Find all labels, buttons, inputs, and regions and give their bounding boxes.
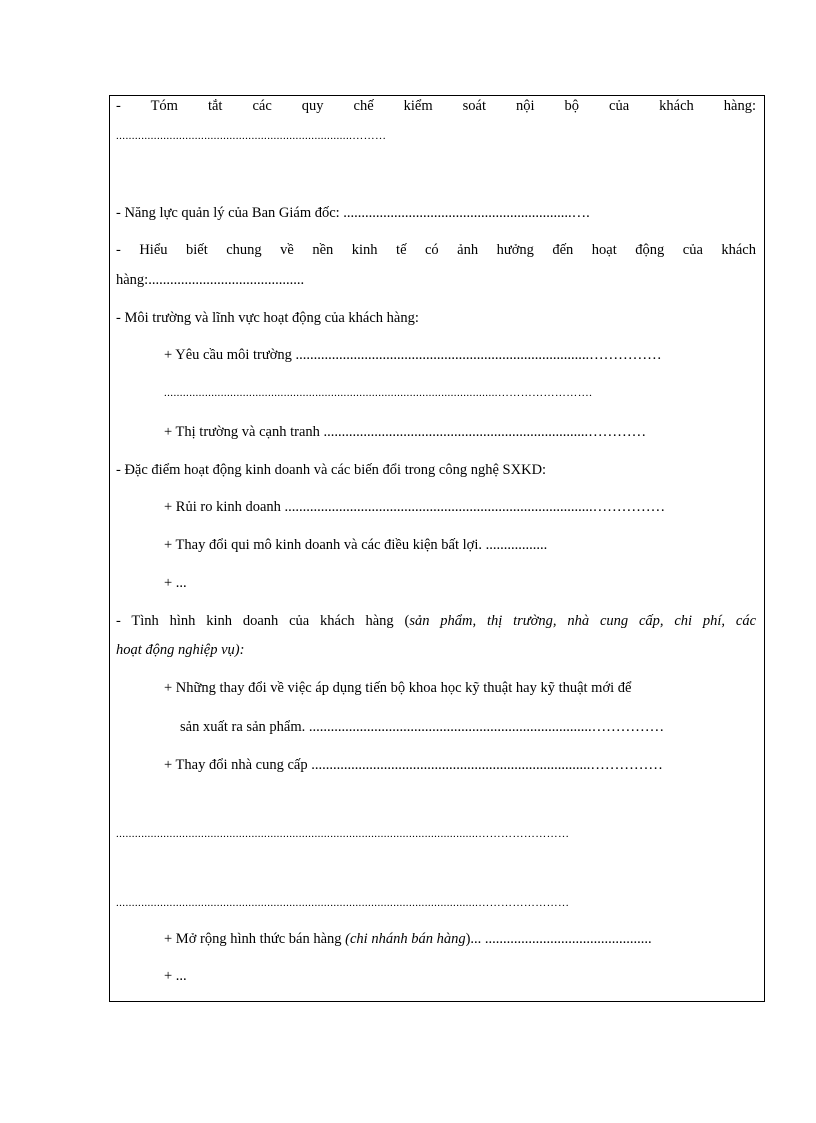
ellipsis-item: + ... (164, 575, 187, 591)
market-competition: + Thị trường và cạnh tranh .........................................................................………… (164, 424, 647, 440)
dotted-fill: ...........................................................................……… (116, 130, 387, 142)
technology-change: + Những thay đổi về việc áp dụng tiến bộ khoa học kỹ thuật hay kỹ thuật mới để (164, 680, 632, 696)
sales-expansion-italic: (chi nhánh bán hàng (345, 931, 466, 947)
dotted-fill: ..........................................................................................................……………………. (164, 387, 593, 399)
supplier-change: + Thay đổi nhà cung cấp .............................................................................…………… (164, 757, 663, 773)
business-situation-line (116, 611, 756, 631)
scale-change: + Thay đổi qui mô kinh doanh và các điều kiện bất lợi. ................. (164, 537, 548, 553)
dotted-fill: ...................................................................................................................…………………… (116, 897, 570, 909)
economy-knowledge-line: - Hiểu biết chung về nền kinh tế có ảnh hưởng đến hoạt động của khách (116, 242, 756, 258)
environment-heading: - Môi trường và lĩnh vực hoạt động của khách hàng: (116, 310, 419, 326)
sales-expansion (164, 929, 652, 949)
dotted-fill: ...................................................................................................................…………………… (116, 828, 570, 840)
internal-control-line: - Tóm tắt các quy chế kiểm soát nội bộ của khách hàng: (116, 98, 756, 114)
business-risk: + Rủi ro kinh doanh .....................................................................................…………… (164, 499, 666, 515)
business-features-heading: - Đặc điểm hoạt động kinh doanh và các biến đổi trong công nghệ SXKD: (116, 462, 547, 478)
technology-change-cont: sản xuất ra sản phẩm. ..............................................................................…………… (180, 719, 665, 735)
business-situation-italic: sản phẩm, thị trường, nhà cung cấp, chi phí, các (409, 613, 756, 629)
economy-knowledge-cont: hàng:........................................... (116, 272, 305, 288)
business-situation-cont: hoạt động nghiệp vụ): (116, 642, 245, 658)
management-capacity-line: - Năng lực quản lý của Ban Giám đốc: ...............................................................…. (116, 205, 590, 221)
ellipsis-item: + ... (164, 968, 187, 984)
business-situation-text: - Tình hình kinh doanh của khách hàng ( (116, 613, 410, 629)
sales-expansion-text: + Mở rộng hình thức bán hàng (164, 931, 346, 947)
sales-expansion-tail: )... .............................................. (465, 931, 652, 947)
environment-requirement: + Yêu cầu môi trường .................................................................................…………… (164, 347, 662, 363)
